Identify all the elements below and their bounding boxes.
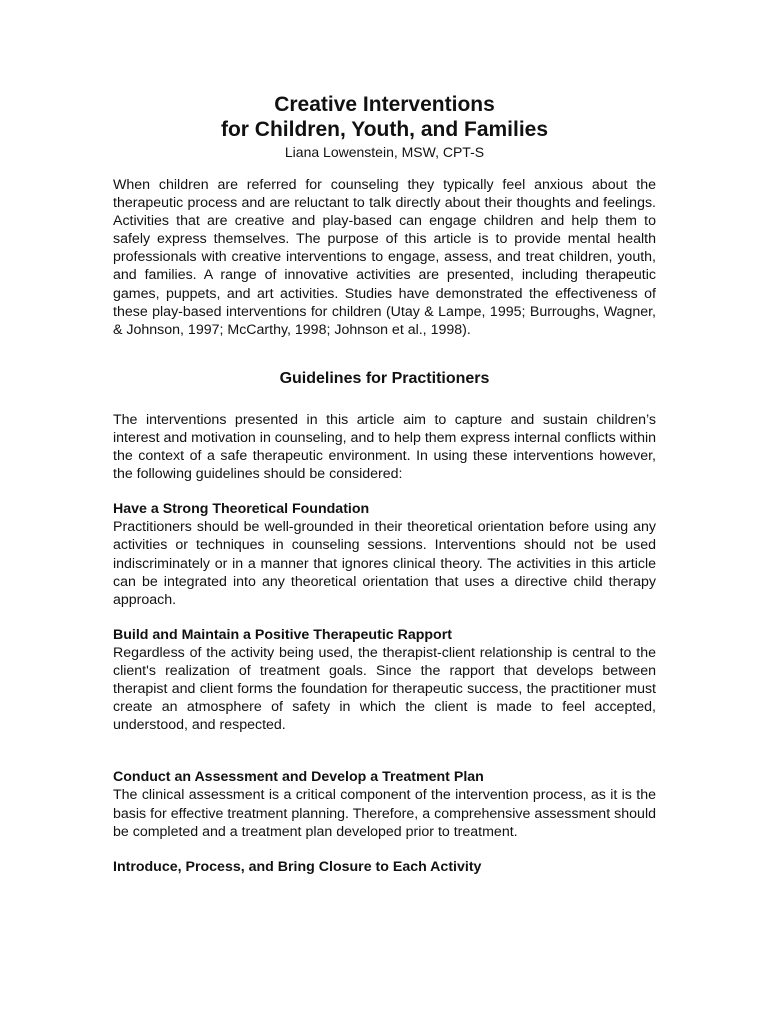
- guideline-heading: Conduct an Assessment and Develop a Treatment Plan: [113, 769, 484, 786]
- guideline-heading: Introduce, Process, and Bring Closure to Each Activity: [113, 858, 482, 875]
- guideline-theoretical-foundation: [113, 500, 656, 609]
- title-line-2: for Children, Youth, and Families: [220, 118, 549, 141]
- document-title: [113, 92, 656, 142]
- guideline-heading: Have a Strong Theoretical Foundation: [113, 501, 370, 518]
- guidelines-intro-paragraph: The interventions presented in this article aim to capture and sustain children’s interest and motivation in counseling, and to help them express internal conflicts within the context of a safe therapeutic environment. In using these interventions however, the following guidelines should be considered:: [113, 411, 656, 483]
- author-line: Liana Lowenstein, MSW, CPT-S: [284, 144, 485, 160]
- guideline-body: Practitioners should be well-grounded in their theoretical orientation before using any activities or techniques in counseling sessions. Interventions should not be used indiscriminately or in a manner that ignores clinical theory. The activities in this article can be integrated into any theoretical orientation that uses a directive child therapy approach.: [113, 519, 656, 608]
- guideline-activity-closure: [113, 858, 656, 876]
- title-line-1: Creative Interventions: [274, 93, 495, 116]
- section-heading: Guidelines for Practitioners: [279, 369, 490, 387]
- guideline-body: The clinical assessment is a critical component of the intervention process, as it is the basis for effective treatment planning. Therefore, a comprehensive assessment should be completed and a treatment plan developed prior to treatment.: [113, 787, 656, 840]
- document-page: [113, 92, 656, 876]
- guideline-body: Regardless of the activity being used, the therapist-client relationship is central to the client's realization of treatment goals. Since the rapport that develops between therapist and client forms the foundation for therapeutic success, the practitioner must create an atmosphere of safety in which the client is made to feel accepted, understood, and respected.: [113, 644, 656, 734]
- guideline-assessment-treatment-plan: [113, 768, 656, 840]
- guideline-therapeutic-rapport: [113, 626, 656, 735]
- guideline-heading: Build and Maintain a Positive Therapeutic Rapport: [113, 626, 452, 643]
- intro-paragraph: When children are referred for counseling they typically feel anxious about the therapeutic process and are reluctant to talk directly about their thoughts and feelings. Activities that are creative and play-based can engage children and help them to safely express themselves. The purpose of this article is to provide mental health professionals with creative interventions to engage, assess, and treat children, youth, and families. A range of innovative activities are presented, including therapeutic games, puppets, and art activities. Studies have demonstrated the effectiveness of these play-based interventions for children (Utay & Lampe, 1995; Burroughs, Wagner, & Johnson, 1997; McCarthy, 1998; Johnson et al., 1998).: [113, 177, 656, 338]
